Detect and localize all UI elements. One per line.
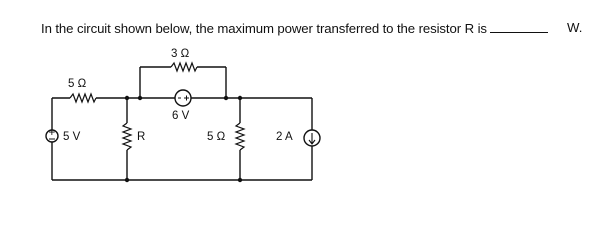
resistor-5ohm-right: [236, 98, 244, 180]
label-2a-source: 2 A: [276, 131, 293, 143]
label-5v-source: 5 V: [63, 131, 81, 143]
node-r-top: [125, 96, 129, 100]
middle-voltage-source: [140, 90, 226, 106]
node-left: [138, 96, 142, 100]
node-bottom-r: [125, 178, 129, 182]
question-body: In the circuit shown below, the maximum power transferred to the resistor R is: [41, 21, 487, 36]
left-voltage-source: [46, 98, 58, 180]
resistor-r: [123, 98, 131, 180]
label-3ohm: 3 Ω: [171, 48, 190, 60]
top-loop: [140, 63, 226, 98]
node-bottom-5ohm: [238, 178, 242, 182]
label-5ohm-left: 5 Ω: [68, 78, 87, 90]
current-source: [304, 98, 320, 180]
label-6v-source: 6 V: [172, 110, 190, 122]
answer-unit: W.: [567, 20, 583, 35]
label-r: R: [137, 131, 146, 143]
label-5ohm-right: 5 Ω: [207, 131, 226, 143]
svg-text:+: +: [48, 127, 56, 139]
